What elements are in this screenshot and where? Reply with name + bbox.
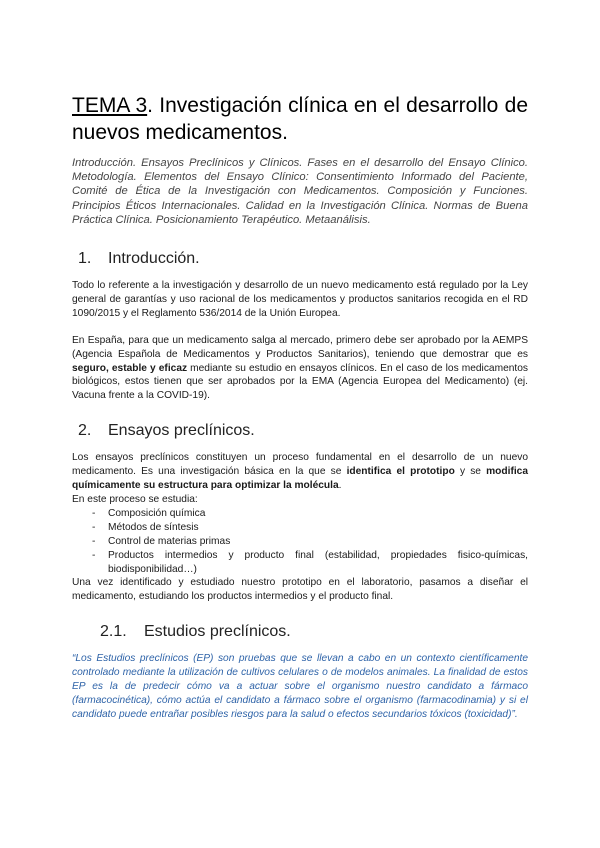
section-title: Introducción. xyxy=(108,250,200,268)
definition-quote: “Los Estudios preclínicos (EP) son pruebas que se llevan a cabo en un contexto científicamente controlado mediante la utilización de cultivos celulares o de modelos animales. La finalidad de estos EP es la de predecir cómo va a actuar sobre el organismo nuestro candidato a fármaco (farmacocinética), cómo actúa el candidato a fármaco sobre el organismo (farmacodinamia) y si el candidato puede entrañar posibles riesgos para la salud o efectos secundarios tóxicos (toxicidad)”. xyxy=(72,653,528,720)
paragraph-intro-1: Todo lo referente a la investigación y desarrollo de un nuevo medicamento está regulado por la Ley general de garantías y uso racional de los medicamentos y productos sanitarios recogida en el RD 1090/2015 y el Reglamento 536/2014 de la Unión Europea. xyxy=(72,280,528,319)
section-number: 2.1. xyxy=(100,623,127,641)
text-run: y se xyxy=(454,466,487,478)
dash-bullet: - xyxy=(92,507,96,519)
text-run: Los ensayos preclínicos constituyen un proceso fundamental en el desarrollo de un nuevo medicamento. Es una investigación básica en la que se xyxy=(72,452,528,478)
bold-text: identifica el prototipo xyxy=(346,466,455,478)
text-run: En España, para que un medicamento salga al mercado, primero debe ser aprobado por la AEMPS (Agencia Española de Medicamentos y Productos Sanitarios), teniendo que demostrar que es xyxy=(72,334,528,360)
dash-bullet: - xyxy=(92,549,96,561)
section-heading-ensayos xyxy=(78,421,528,441)
paragraph-intro-2 xyxy=(72,334,528,404)
section-number: 1. xyxy=(78,250,92,268)
section-number: 2. xyxy=(78,422,92,440)
list-item-text: Composición química xyxy=(108,507,206,519)
section-title: Estudios preclínicos. xyxy=(144,623,291,641)
study-list xyxy=(72,507,528,577)
title-text: . Investigación clínica en el desarrollo de nuevos medicamentos. xyxy=(72,94,528,144)
paragraph-ensayos-lead: En este proceso se estudia: xyxy=(72,493,198,505)
paragraph-ensayos-1 xyxy=(72,451,528,493)
paragraph-ensayos-2: Una vez identificado y estudiado nuestro prototipo en el laboratorio, pasamos a diseñar el medicamento, estudiando los productos intermedios y el producto final. xyxy=(72,577,528,603)
text-run: mediante su estudio en ensayos clínicos. En el caso de los medicamentos biológicos, estos tienen que ser aprobados por la EMA (Agencia Europea del Medicamento) (ej. Vacuna frente a la COVID-19). xyxy=(72,362,528,402)
tema-label: TEMA 3 xyxy=(72,94,148,117)
list-item-text: Métodos de síntesis xyxy=(108,521,199,533)
list-item xyxy=(92,521,528,535)
list-item xyxy=(92,549,528,577)
bold-text: seguro, estable y eficaz xyxy=(72,362,188,374)
list-item-text: Control de materias primas xyxy=(108,535,231,547)
list-item xyxy=(92,535,528,549)
list-item xyxy=(92,507,528,521)
dash-bullet: - xyxy=(92,535,96,547)
text-run: . xyxy=(338,480,342,492)
section-heading-introduccion xyxy=(78,249,528,269)
bold-text: modifica químicamente su estructura para optimizar la molécula xyxy=(72,466,528,492)
topic-summary: Introducción. Ensayos Preclínicos y Clínicos. Fases en el desarrollo del Ensayo Clínico. Metodología. Elementos del Ensayo Clínico: Consentimiento Informado del Paciente, Comité de Ética de la Investigación con Medicamentos. Composición y Funciones. Principios Éticos Internacionales. Calidad en la Investigación Clínica. Normas de Buena Práctica Clínica. Posicionamiento Terapéutico. Metaanálisis. xyxy=(72,157,528,226)
list-item-text: Productos intermedios y producto final (estabilidad, propiedades fisico-químicas, biodisponibilidad…) xyxy=(108,549,528,575)
document-title xyxy=(72,92,528,146)
section-title: Ensayos preclínicos. xyxy=(108,422,255,440)
section-heading-estudios xyxy=(100,622,528,642)
dash-bullet: - xyxy=(92,521,96,533)
